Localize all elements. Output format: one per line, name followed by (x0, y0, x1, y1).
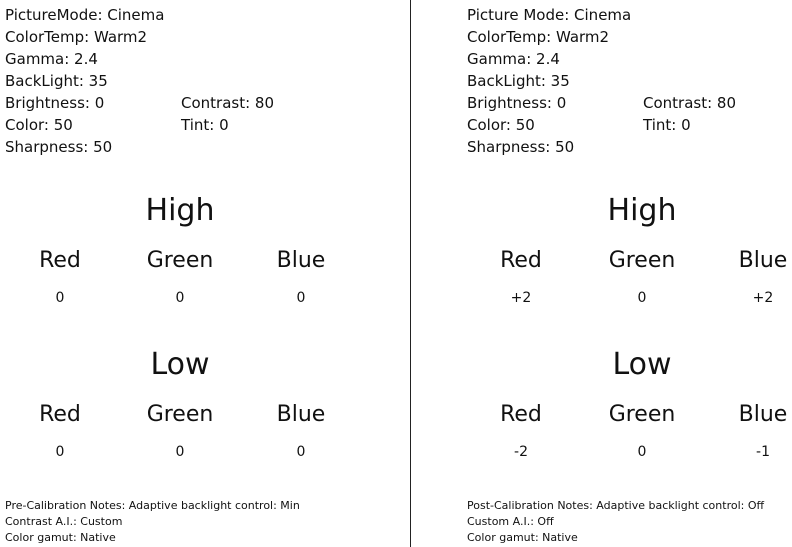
high-blue-value: +2 (752, 290, 774, 306)
notes-line: Pre-Calibration Notes: Adaptive backlight control: Min (5, 499, 300, 512)
brightness: Brightness: 0 (5, 94, 105, 112)
notes-line: Custom A.I.: Off (467, 515, 554, 528)
notes-line: Color gamut: Native (467, 531, 578, 544)
tint: Tint: 0 (181, 116, 229, 134)
post-calibration-notes (467, 498, 764, 546)
backlight: BackLight: 35 (467, 72, 570, 90)
pre-calibration-notes (5, 498, 300, 546)
sharpness: Sharpness: 50 (467, 138, 575, 156)
low-green-label: Green (608, 402, 676, 427)
low-green-label: Green (146, 402, 214, 427)
low-heading: Low (612, 347, 672, 382)
notes-line: Color gamut: Native (5, 531, 116, 544)
color: Color: 50 (5, 116, 73, 134)
low-green-value: 0 (637, 444, 647, 460)
low-red-value: 0 (55, 444, 65, 460)
panel-divider (410, 0, 411, 547)
sharpness: Sharpness: 50 (5, 138, 113, 156)
gamma: Gamma: 2.4 (5, 50, 98, 68)
low-blue-value: 0 (296, 444, 306, 460)
settings-block (5, 4, 275, 158)
brightness-contrast-row (5, 92, 275, 114)
low-red-label: Red (39, 402, 81, 427)
low-blue-label: Blue (276, 402, 326, 427)
backlight: BackLight: 35 (5, 72, 108, 90)
low-red-value: -2 (514, 444, 528, 460)
picture-mode: PictureMode: Cinema (5, 6, 165, 24)
low-heading: Low (150, 347, 210, 382)
contrast: Contrast: 80 (643, 94, 737, 112)
notes-line: Contrast A.I.: Custom (5, 515, 123, 528)
high-red-value: +2 (510, 290, 532, 306)
low-blue-label: Blue (738, 402, 788, 427)
high-green-value: 0 (637, 290, 647, 306)
post-calibration-panel (412, 0, 792, 547)
notes-line: Post-Calibration Notes: Adaptive backlight control: Off (467, 499, 765, 512)
low-green-value: 0 (175, 444, 185, 460)
picture-mode: Picture Mode: Cinema (467, 6, 632, 24)
high-blue-value: 0 (296, 290, 306, 306)
color: Color: 50 (467, 116, 535, 134)
high-heading: High (145, 193, 215, 228)
high-red-value: 0 (55, 290, 65, 306)
gamma: Gamma: 2.4 (467, 50, 560, 68)
color-temp: ColorTemp: Warm2 (5, 28, 148, 46)
high-green-label: Green (608, 248, 676, 273)
brightness-contrast-row (467, 92, 737, 114)
high-green-value: 0 (175, 290, 185, 306)
color-temp: ColorTemp: Warm2 (467, 28, 610, 46)
tint: Tint: 0 (643, 116, 691, 134)
high-red-label: Red (39, 248, 81, 273)
contrast: Contrast: 80 (181, 94, 275, 112)
high-green-label: Green (146, 248, 214, 273)
high-blue-label: Blue (276, 248, 326, 273)
high-red-label: Red (500, 248, 542, 273)
brightness: Brightness: 0 (467, 94, 567, 112)
low-red-label: Red (500, 402, 542, 427)
high-heading: High (607, 193, 677, 228)
color-tint-row (5, 114, 229, 136)
settings-block (467, 4, 737, 158)
color-tint-row (467, 114, 691, 136)
low-blue-value: -1 (756, 444, 770, 460)
high-blue-label: Blue (738, 248, 788, 273)
